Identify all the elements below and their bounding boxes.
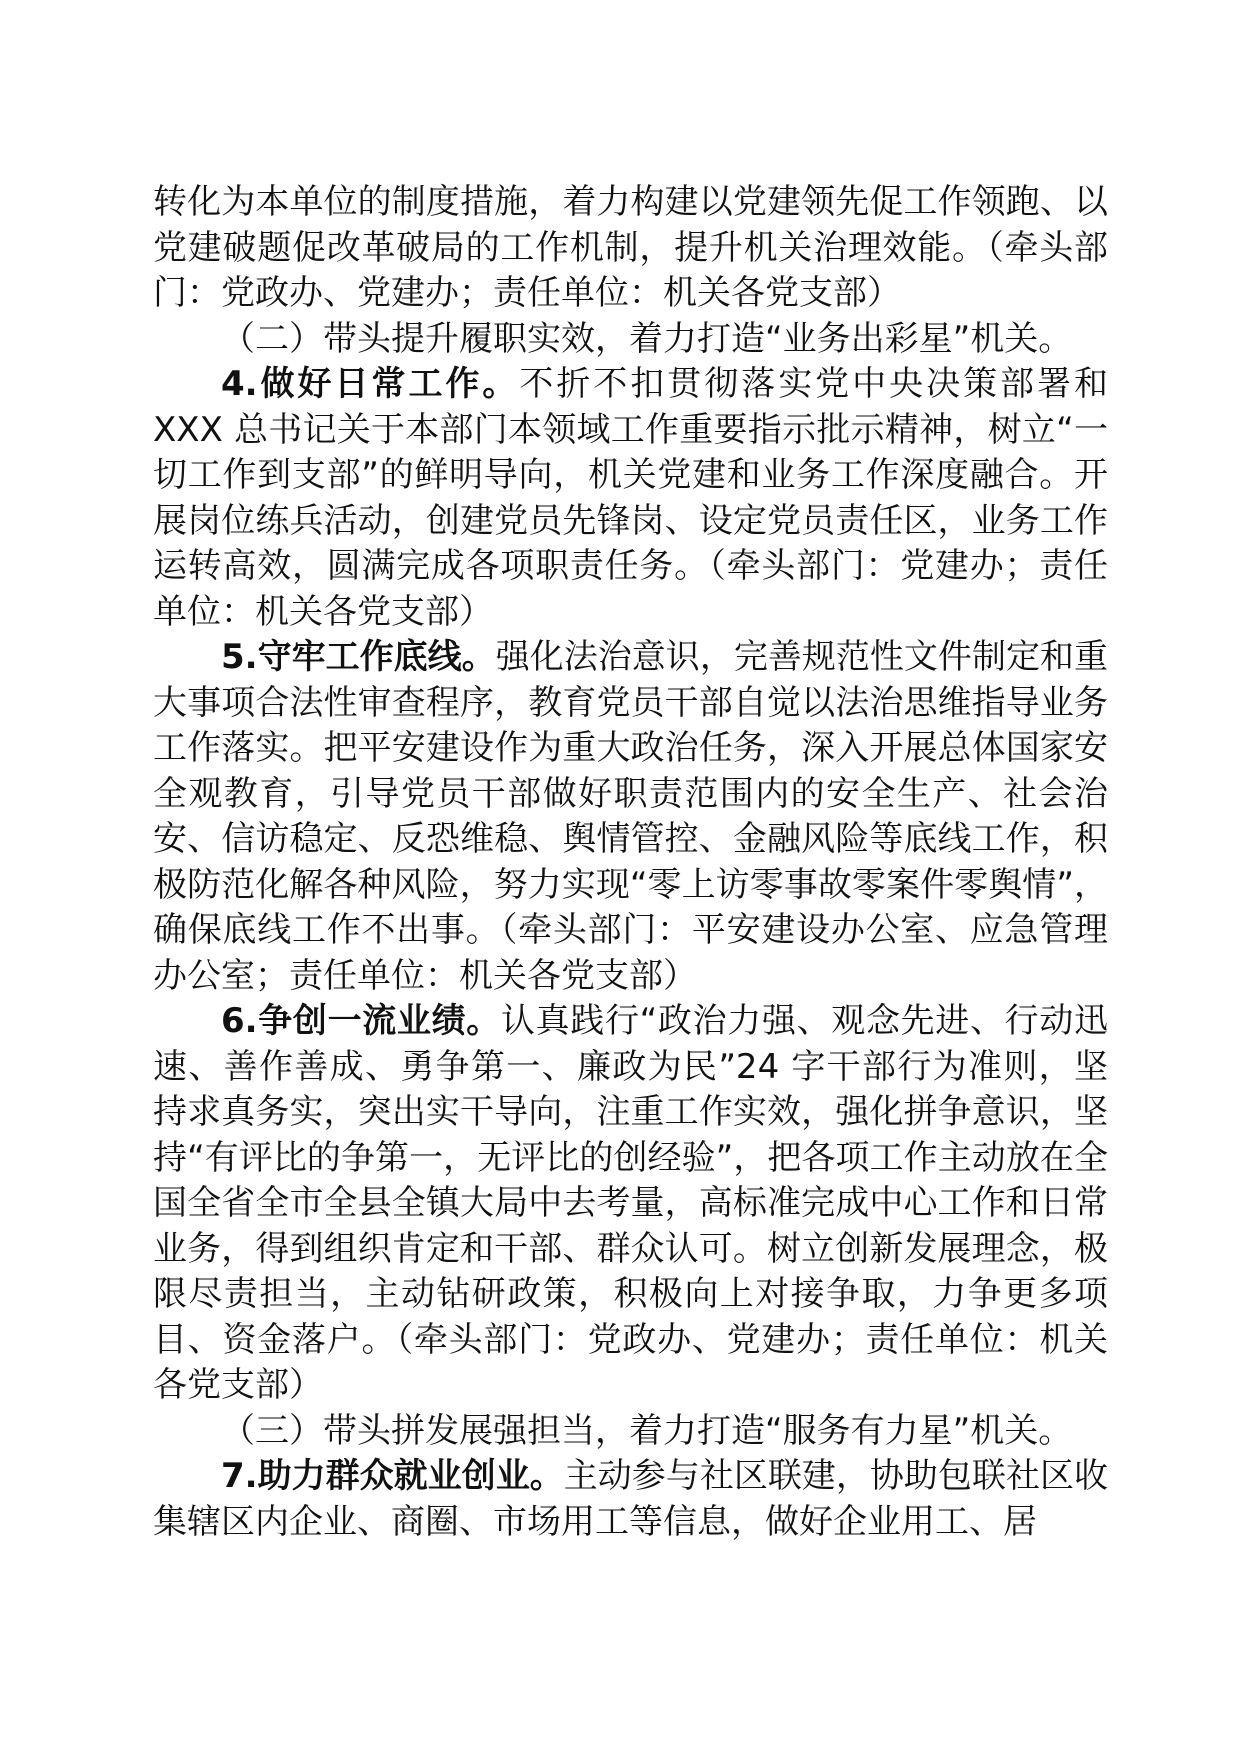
item-7: [153, 1454, 1108, 1545]
section-heading-3: [153, 1409, 1108, 1455]
item-heading: 6.争创一流业绩。: [221, 1001, 501, 1041]
document-body: [153, 180, 1108, 1545]
item-4: [153, 362, 1108, 635]
paragraph-continued: [153, 180, 1108, 317]
item-text: 认真践行“政治力强、观念先进、行动迅速、善作善成、勇争第一、廉政为民”24 字干部行为准则，坚持求真务实，突出实干导向，注重工作实效，强化拼争意识，坚持“有评比的争第一，无评比的创经验”，把各项工作主动放在全国全省全市全县全镇大局中去考量，高标准完成中心工作和日常业务，得到组织肯定和干部、群众认可。树立创新发展理念，极限尽责担当，主动钻研政策，积极向上对接争取，力争更多项目、资金落户。（牵头部门：党政办、党建办；责任单位：机关各党支部）: [153, 1001, 1108, 1405]
paragraph-text: 转化为本单位的制度措施，着力构建以党建领先促工作领跑、以党建破题促改革破局的工作机制，提升机关治理效能。（牵头部门：党政办、党建办；责任单位：机关各党支部）: [153, 182, 1108, 313]
item-text: 强化法治意识，完善规范性文件制定和重大事项合法性审查程序，教育党员干部自觉以法治思维指导业务工作落实。把平安建设作为重大政治任务，深入开展总体国家安全观教育，引导党员干部做好职责范围内的安全生产、社会治安、信访稳定、反恐维稳、舆情管控、金融风险等底线工作，积极防范化解各种风险，努力实现“零上访零事故零案件零舆情”，确保底线工作不出事。（牵头部门：平安建设办公室、应急管理办公室；责任单位：机关各党支部）: [153, 637, 1109, 996]
item-heading: 4.做好日常工作。: [221, 364, 520, 404]
item-text: 不折不扣贯彻落实党中央决策部署和XXX 总书记关于本部门本领域工作重要指示批示精神，树立“一切工作到支部”的鲜明导向，机关党建和业务工作深度融合。开展岗位练兵活动，创建党员先锋岗、设定党员责任区，业务工作运转高效，圆满完成各项职责任务。（牵头部门：党建办；责任单位：机关各党支部）: [153, 364, 1108, 632]
item-heading: 7.助力群众就业创业。: [221, 1456, 564, 1496]
section-heading-text: （三）带头拼发展强担当，着力打造“服务有力星”机关。: [221, 1410, 1073, 1451]
item-heading: 5.守牢工作底线。: [221, 637, 496, 677]
item-6: [153, 999, 1108, 1409]
item-text: 主动参与社区联建，协助包联社区收集辖区内企业、商圈、市场用工等信息，做好企业用工、居: [153, 1456, 1109, 1542]
item-5: [153, 635, 1108, 999]
section-heading-2: [153, 317, 1108, 363]
section-heading-text: （二）带头提升履职实效，着力打造“业务出彩星”机关。: [221, 318, 1073, 359]
